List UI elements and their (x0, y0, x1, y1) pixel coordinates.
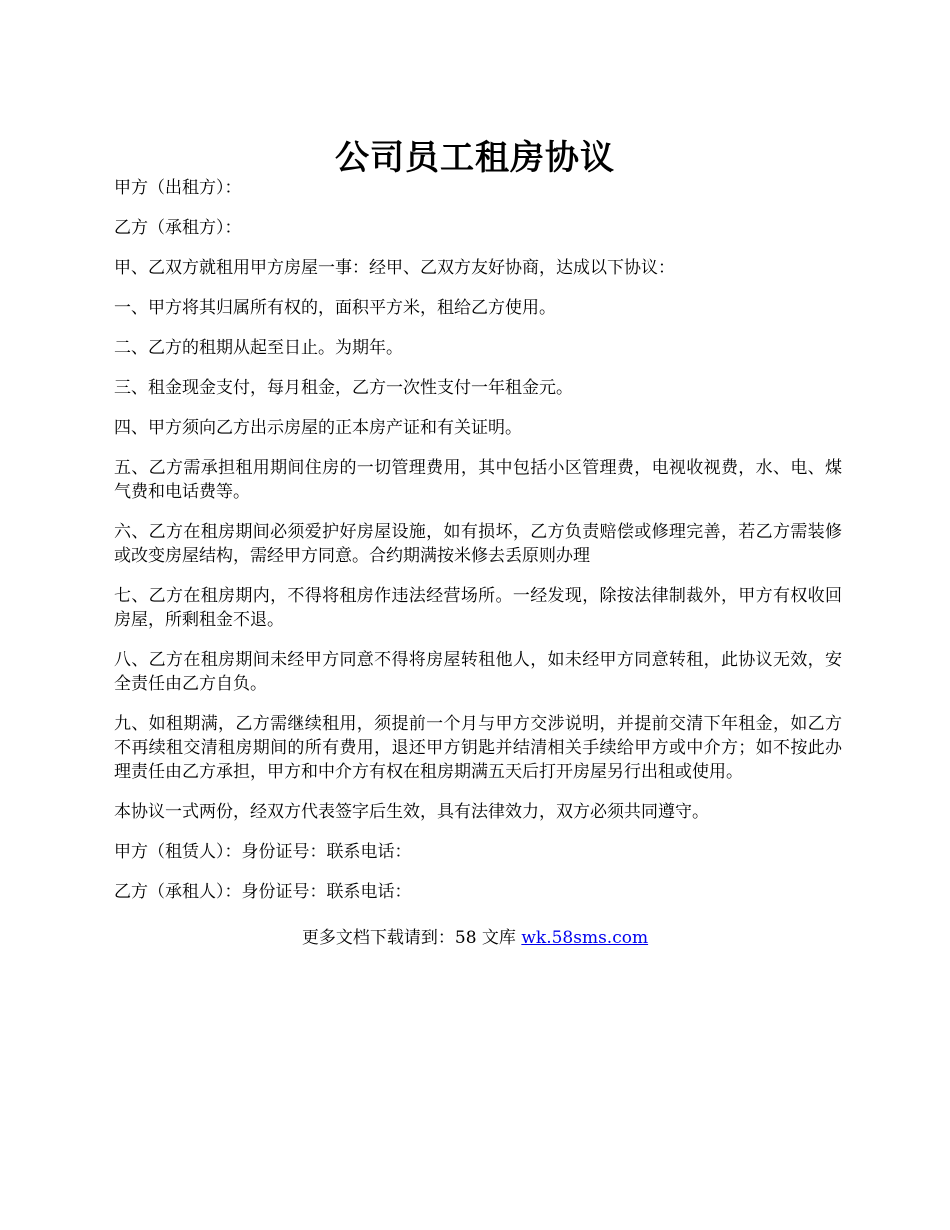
clause-8: 八、乙方在租房期间未经甲方同意不得将房屋转租他人，如未经甲方同意转租，此协议无效，安全责任由乙方自负。 (114, 650, 842, 694)
clause-4: 四、甲方须向乙方出示房屋的正本房产证和有关证明。 (114, 418, 522, 438)
party-b-signature-line: 乙方（承租人）：身份证号：联系电话： (114, 882, 412, 902)
download-footer (0, 926, 950, 950)
clause-2: 二、乙方的租期从起至日止。为期年。 (114, 338, 403, 358)
clause-5: 五、乙方需承担租用期间住房的一切管理费用，其中包括小区管理费，电视收视费，水、电、煤气费和电话费等。 (114, 458, 842, 502)
agreement-intro: 甲、乙双方就租用甲方房屋一事：经甲、乙双方友好协商，达成以下协议： (114, 258, 675, 278)
party-a-line: 甲方（出租方）： (114, 178, 242, 198)
clause-1: 一、甲方将其归属所有权的，面积平方米，租给乙方使用。 (114, 298, 556, 318)
footer-prefix: 更多文档下载请到：58 文库 (301, 928, 522, 948)
validity-statement: 本协议一式两份，经双方代表签字后生效，具有法律效力，双方必须共同遵守。 (114, 802, 709, 822)
clause-7: 七、乙方在租房期内，不得将租房作违法经营场所。一经发现，除按法律制裁外，甲方有权收回房屋，所剩租金不退。 (114, 586, 842, 630)
clause-6: 六、乙方在租房期间必须爱护好房屋设施，如有损坏，乙方负责赔偿或修理完善，若乙方需装修或改变房屋结构，需经甲方同意。合约期满按米修去丢原则办理 (114, 522, 842, 566)
party-a-signature-line: 甲方（租赁人）：身份证号：联系电话： (114, 842, 412, 862)
footer-link[interactable]: wk.58sms.com (521, 928, 649, 948)
clause-3: 三、租金现金支付，每月租金，乙方一次性支付一年租金元。 (114, 378, 573, 398)
party-b-line: 乙方（承租方）： (114, 218, 242, 238)
document-body (114, 176, 842, 920)
clause-9: 九、如租期满，乙方需继续租用，须提前一个月与甲方交涉说明，并提前交清下年租金，如乙方不再续租交清租房期间的所有费用，退还甲方钥匙并结清相关手续给甲方或中介方；如不按此办理责任由乙方承担，甲方和中介方有权在租房期满五天后打开房屋另行出租或使用。 (114, 714, 842, 782)
document-title: 公司员工租房协议 (335, 137, 615, 178)
